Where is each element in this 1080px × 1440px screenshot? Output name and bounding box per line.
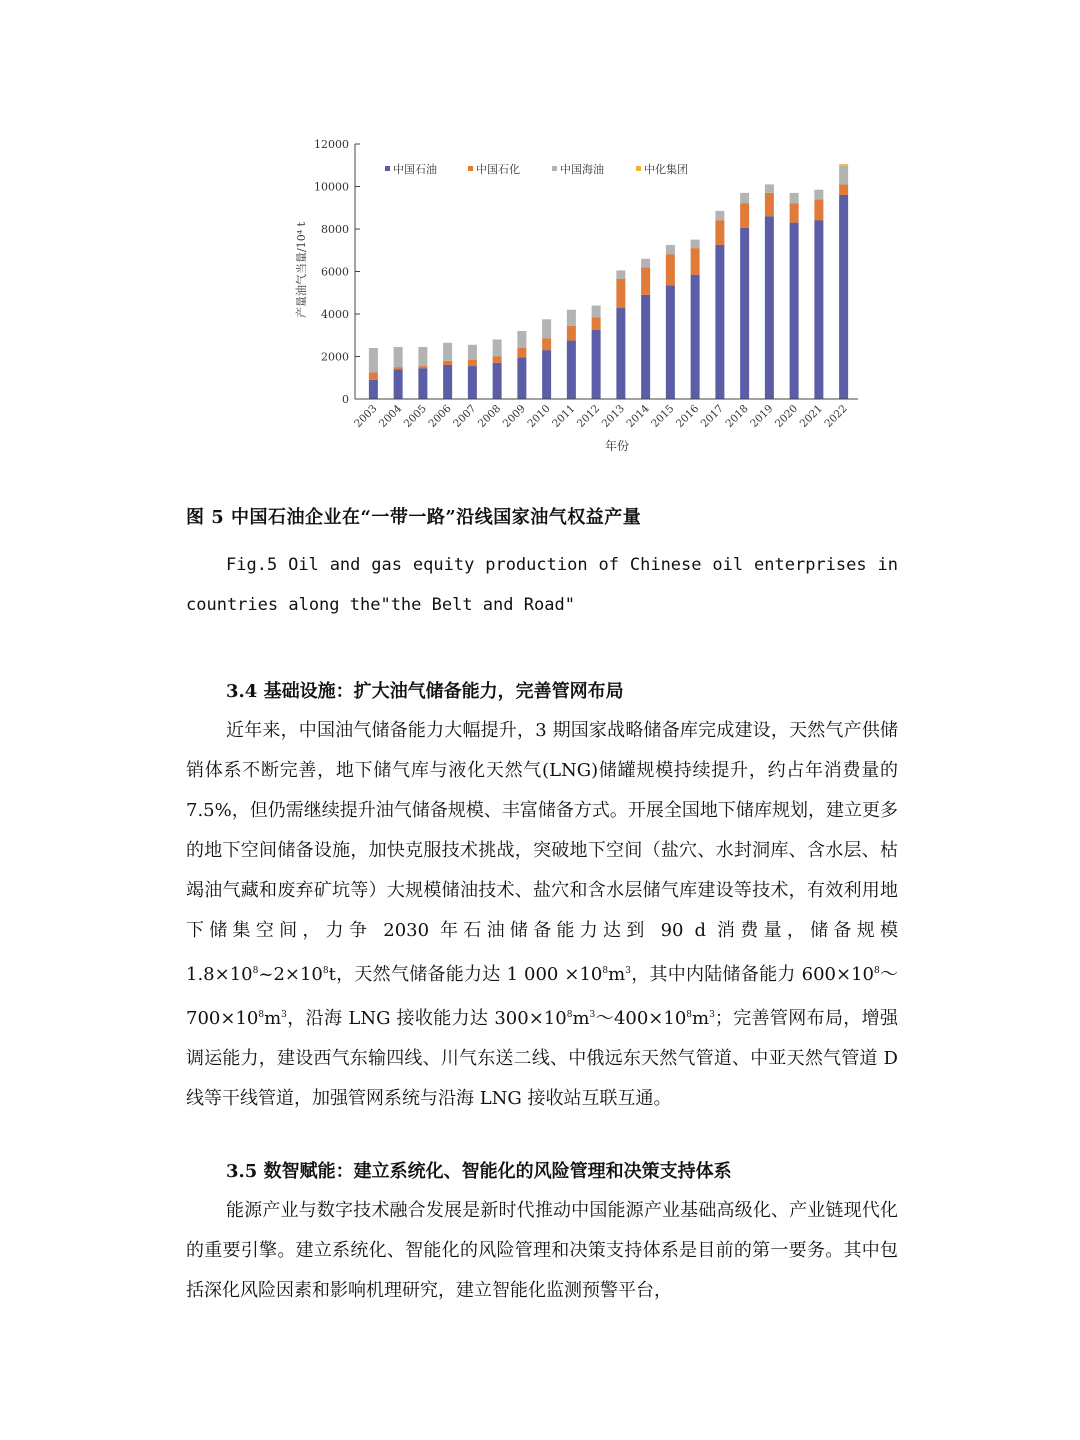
bar-segment-0: [839, 195, 848, 399]
x-tick-label: 2006: [426, 402, 454, 431]
x-tick-label: 2010: [525, 402, 553, 431]
bar-segment-0: [592, 330, 601, 399]
bar-segment-1: [691, 248, 700, 275]
section-3-4-heading: 3.4 基础设施：扩大油气储备能力，完善管网布局: [226, 681, 624, 702]
bar-segment-0: [691, 275, 700, 399]
bar-segment-2: [542, 319, 551, 338]
bar-segment-1: [765, 193, 774, 216]
bar-segment-2: [691, 240, 700, 249]
bar-segment-2: [592, 306, 601, 318]
para-text: ～400×10: [595, 1008, 687, 1029]
bar-segment-1: [443, 361, 452, 365]
superscript: 8: [252, 966, 259, 976]
superscript: 8: [322, 966, 329, 976]
bar-segment-2: [740, 193, 749, 204]
bar-segment-0: [418, 368, 427, 399]
para-text: t，天然气储备能力达 1 000 ×10: [328, 964, 603, 985]
x-tick-label: 2003: [352, 402, 380, 431]
bar-segment-1: [394, 367, 403, 369]
bar-segment-2: [394, 347, 403, 367]
x-tick-label: 2009: [500, 402, 528, 431]
bar-segment-1: [468, 360, 477, 366]
bar-segment-2: [641, 259, 650, 268]
bar-segment-2: [493, 340, 502, 357]
figure-caption-en: Fig.5 Oil and gas equity production of Chinese oil enterprises in countries along the"the Belt and Road": [186, 555, 898, 615]
bars: [369, 164, 848, 399]
bar-segment-0: [517, 358, 526, 399]
legend-label: 中国石油: [393, 163, 437, 176]
superscript: 8: [602, 966, 609, 976]
bar-segment-0: [765, 216, 774, 399]
y-axis: [314, 138, 360, 406]
x-axis: [352, 399, 858, 430]
x-tick-label: 2016: [673, 402, 702, 431]
bar-segment-0: [493, 363, 502, 399]
bar-segment-2: [468, 345, 477, 360]
legend-swatch: [385, 166, 390, 171]
x-tick-label: 2021: [797, 402, 825, 431]
bar-segment-0: [369, 380, 378, 399]
y-axis-label: 产量油气当量/10⁴ t: [295, 221, 308, 319]
bar-segment-1: [740, 204, 749, 228]
bar-segment-2: [790, 193, 799, 204]
bar-segment-3: [839, 164, 848, 165]
para-text: 近年来，中国油气储备能力大幅提升，3 期国家战略储备库完成建设，天然气产供储销体系不断完善，地下储气库与液化天然气(LNG)储罐规模持续提升，约占年消费量的 7.5%，但仍需继续提升油气储备规模、丰富储备方式。开展全国地下储库规划，建立更多的地下空间储备设施，加快克服技术挑战，突破地下空间（盐穴、水封洞库、含水层、枯竭油气藏和废弃矿坑等）大规模储油技术、盐穴和含水层储气库建设等技术，有效利用地下储集空间，力争 2030 年石油储备能力达到 90 d 消费量，储备规模 1.8×10: [186, 720, 898, 985]
bar-segment-0: [542, 350, 551, 399]
x-tick-label: 2013: [599, 402, 627, 431]
x-tick-label: 2017: [698, 402, 726, 431]
x-tick-label: 2008: [475, 402, 504, 431]
legend: [385, 162, 688, 176]
x-tick-label: 2011: [550, 402, 578, 431]
bar-segment-1: [567, 326, 576, 341]
bar-segment-1: [641, 267, 650, 295]
bar-segment-2: [567, 310, 576, 326]
bar-segment-0: [616, 308, 625, 399]
bar-segment-2: [666, 245, 675, 255]
section-3-5-paragraph: 能源产业与数字技术融合发展是新时代推动中国能源产业基础高级化、产业链现代化的重要引擎。建立系统化、智能化的风险管理和决策支持体系是目前的第一要务。其中包括深化风险因素和影响机理研究，建立智能化监测预警平台，: [186, 1200, 898, 1301]
legend-swatch: [636, 166, 641, 171]
x-axis-label: 年份: [604, 439, 630, 453]
superscript: 8: [873, 966, 880, 976]
superscript: 8: [258, 1010, 265, 1020]
x-tick-label: 2019: [748, 402, 776, 431]
para-text: ，其中内陆储备能力 600×10: [630, 964, 874, 985]
bar-segment-0: [814, 221, 823, 400]
superscript: 3: [281, 1010, 287, 1020]
x-tick-label: 2018: [723, 402, 751, 431]
bar-segment-0: [715, 245, 724, 399]
bar-segment-2: [369, 348, 378, 372]
section-3-4-paragraph: [186, 711, 898, 1119]
x-tick-label: 2007: [451, 402, 479, 431]
bar-segment-0: [443, 365, 452, 399]
para-text: m: [692, 1008, 710, 1029]
x-tick-label: 2012: [574, 402, 603, 431]
bar-segment-1: [666, 255, 675, 286]
superscript: 8: [686, 1010, 693, 1020]
y-tick-label: 4000: [321, 308, 349, 321]
legend-label: 中化集团: [644, 163, 688, 176]
bar-segment-1: [369, 372, 378, 379]
bar-segment-1: [839, 184, 848, 195]
x-tick-label: 2014: [624, 402, 652, 431]
para-text: ，沿海 LNG 接收能力达 300×10: [286, 1008, 567, 1029]
figure-caption-cn: 图 5 中国石油企业在“一带一路”沿线国家油气权益产量: [186, 507, 642, 528]
bar-segment-2: [839, 165, 848, 184]
bar-segment-2: [517, 331, 526, 348]
para-text: m: [608, 964, 626, 985]
bar-segment-1: [616, 279, 625, 308]
bar-segment-1: [542, 338, 551, 350]
equity-production-chart: [290, 130, 870, 460]
x-tick-label: 2004: [376, 402, 405, 431]
x-tick-label: 2022: [822, 402, 850, 431]
bar-segment-1: [493, 357, 502, 363]
para-text: ～700×10: [186, 964, 898, 1029]
bar-segment-2: [616, 270, 625, 279]
bar-segment-1: [418, 366, 427, 368]
superscript: 3: [589, 1010, 596, 1020]
bar-segment-1: [517, 348, 526, 358]
para-text: ~2×10: [258, 964, 323, 985]
bar-segment-0: [567, 341, 576, 399]
y-tick-label: 8000: [321, 223, 349, 236]
superscript: 8: [566, 1010, 573, 1020]
bar-segment-2: [715, 211, 724, 221]
bar-segment-2: [814, 190, 823, 200]
para-text: m: [572, 1008, 590, 1029]
x-tick-label: 2015: [649, 402, 677, 431]
x-tick-label: 2005: [401, 402, 429, 431]
y-tick-label: 2000: [321, 350, 349, 364]
bar-segment-0: [641, 295, 650, 399]
legend-swatch: [468, 166, 473, 171]
superscript: 3: [625, 966, 631, 976]
para-text: m: [264, 1008, 282, 1029]
bar-segment-1: [715, 221, 724, 245]
bar-segment-2: [443, 343, 452, 361]
y-tick-label: 12000: [314, 138, 349, 151]
legend-label: 中国海油: [560, 163, 604, 176]
superscript: 3: [709, 1010, 715, 1020]
bar-segment-0: [790, 223, 799, 399]
bar-segment-2: [418, 347, 427, 366]
x-tick-label: 2020: [772, 402, 801, 431]
bar-segment-1: [592, 317, 601, 330]
y-tick-label: 6000: [321, 265, 349, 279]
legend-label: 中国石化: [476, 163, 520, 176]
bar-segment-0: [394, 369, 403, 399]
bar-segment-0: [468, 366, 477, 399]
bar-segment-1: [790, 204, 799, 223]
bar-segment-0: [740, 228, 749, 399]
section-3-5-heading: 3.5 数智赋能：建立系统化、智能化的风险管理和决策支持体系: [226, 1161, 732, 1182]
bar-segment-2: [765, 184, 774, 193]
para-text: ；完善管网布局，增强调运能力，建设西气东输四线、川气东送二线、中俄远东天然气管道、中亚天然气管道 D 线等干线管道，加强管网系统与沿海 LNG 接收站互联互通。: [186, 1008, 899, 1109]
y-tick-label: 10000: [314, 180, 349, 194]
bar-segment-1: [814, 199, 823, 220]
legend-swatch: [552, 166, 557, 171]
bar-segment-0: [666, 285, 675, 399]
y-tick-label: 0: [342, 393, 349, 406]
